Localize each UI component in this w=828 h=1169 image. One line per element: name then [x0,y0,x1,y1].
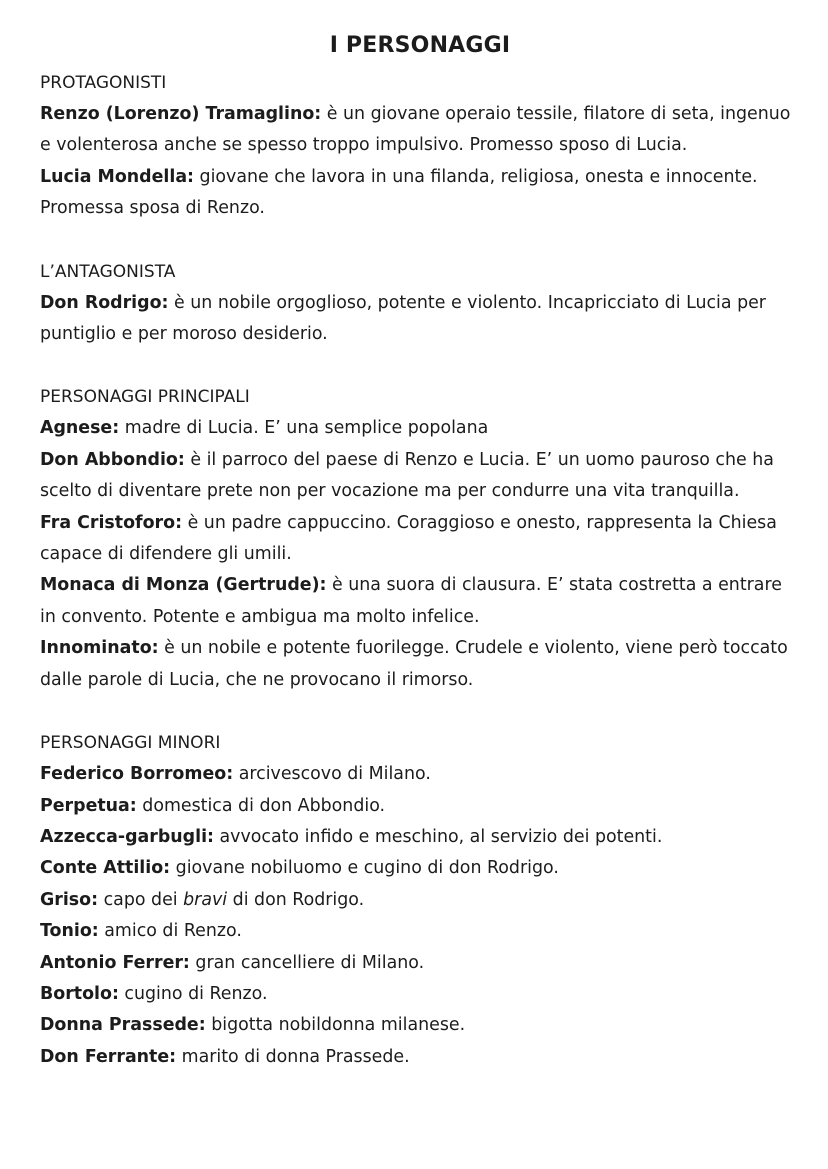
character-name: Innominato: [40,638,159,659]
document-page [40,30,800,1073]
character-entry-agnese [40,413,800,444]
character-name: Don Ferrante: [40,1046,177,1067]
character-entry-tonio [40,916,800,947]
character-name: Fra Cristoforo: [40,512,183,533]
character-description: è il parroco del paese di Renzo e Lucia. E’ un uomo pauroso che ha scelto di diventare prete non per vocazione ma per condurre una vita tranquilla. [40,449,774,502]
character-entry-perpetua [40,791,800,822]
character-entry-fra-cristoforo [40,508,800,571]
character-name: Azzecca-garbugli: [40,826,214,847]
character-description: avvocato infido e meschino, al servizio dei potenti. [213,826,663,847]
section-protagonisti [40,68,800,225]
character-entry-don-abbondio [40,445,800,508]
character-entry-bortolo [40,979,800,1010]
character-name: Monaca di Monza (Gertrude): [40,575,327,596]
character-entry-lucia [40,162,800,225]
section-personaggi-principali [40,382,800,696]
character-description: è un giovane operaio tessile, filatore di seta, ingenuo e volenterosa anche se spesso troppo impulsivo. Promesso sposo di Lucia. [40,104,791,156]
section-antagonista [40,257,800,351]
section-heading: PROTAGONISTI [40,73,167,93]
character-entry-don-rodrigo [40,288,800,351]
character-name: Donna Prassede: [40,1015,206,1036]
section-personaggi-minori [40,728,800,1073]
page-title: I PERSONAGGI [329,33,511,58]
character-description: giovane che lavora in una filanda, religiosa, onesta e innocente. Promessa sposa di Renzo. [40,166,758,219]
character-description: arcivescovo di Milano. [233,764,431,785]
character-entry-donna-prassede [40,1010,800,1041]
character-name: Tonio: [40,921,99,942]
character-entry-azzecca-garbugli [40,822,800,853]
character-description: è un nobile e potente fuorilegge. Crudele e violento, viene però toccato dalle parole di Lucia, che ne provocano il rimorso. [40,638,788,690]
character-description: capo dei [98,889,184,910]
character-entry-renzo [40,99,800,162]
character-description: cugino di Renzo. [118,983,268,1004]
character-entry-conte-attilio [40,853,800,884]
character-entry-antonio-ferrer [40,948,800,979]
character-description: marito di donna Prassede. [176,1046,410,1067]
character-entry-don-ferrante [40,1042,800,1073]
character-description: è un padre cappuccino. Coraggioso e onesto, rappresenta la Chiesa capace di difendere gli umili. [40,512,777,565]
character-entry-innominato [40,633,800,696]
character-entry-federico-borromeo [40,759,800,790]
character-description: domestica di don Abbondio. [136,795,386,816]
character-name: Don Abbondio: [40,449,185,470]
italic-word: bravi [183,889,228,910]
section-heading: PERSONAGGI MINORI [40,733,221,754]
character-description: è una suora di clausura. E’ stata costretta a entrare in convento. Potente e ambigua ma molto infelice. [40,575,782,627]
character-description-tail: di don Rodrigo. [227,889,365,910]
character-entry-griso [40,885,800,916]
character-description: è un nobile orgoglioso, potente e violento. Incapricciato di Lucia per puntiglio e per moroso desiderio. [40,292,766,345]
character-name: Federico Borromeo: [40,764,234,785]
character-name: Conte Attilio: [40,858,171,879]
character-description: giovane nobiluomo e cugino di don Rodrigo. [170,858,559,879]
section-heading: PERSONAGGI PRINCIPALI [40,387,250,408]
character-name: Lucia Mondella: [40,166,195,187]
character-name: Bortolo: [40,983,119,1004]
character-description: gran cancelliere di Milano. [189,952,425,973]
character-name: Griso: [40,889,99,910]
character-description: madre di Lucia. E’ una semplice popolana [119,418,489,439]
character-name: Agnese: [40,418,120,439]
character-name: Renzo (Lorenzo) Tramaglino: [40,104,322,124]
character-name: Don Rodrigo: [40,292,169,313]
section-heading: L’ANTAGONISTA [40,261,176,282]
character-entry-monaca-di-monza [40,570,800,633]
character-name: Antonio Ferrer: [40,952,190,973]
character-description: bigotta nobildonna milanese. [205,1015,466,1036]
character-description: amico di Renzo. [98,921,242,942]
character-name: Perpetua: [40,795,137,816]
